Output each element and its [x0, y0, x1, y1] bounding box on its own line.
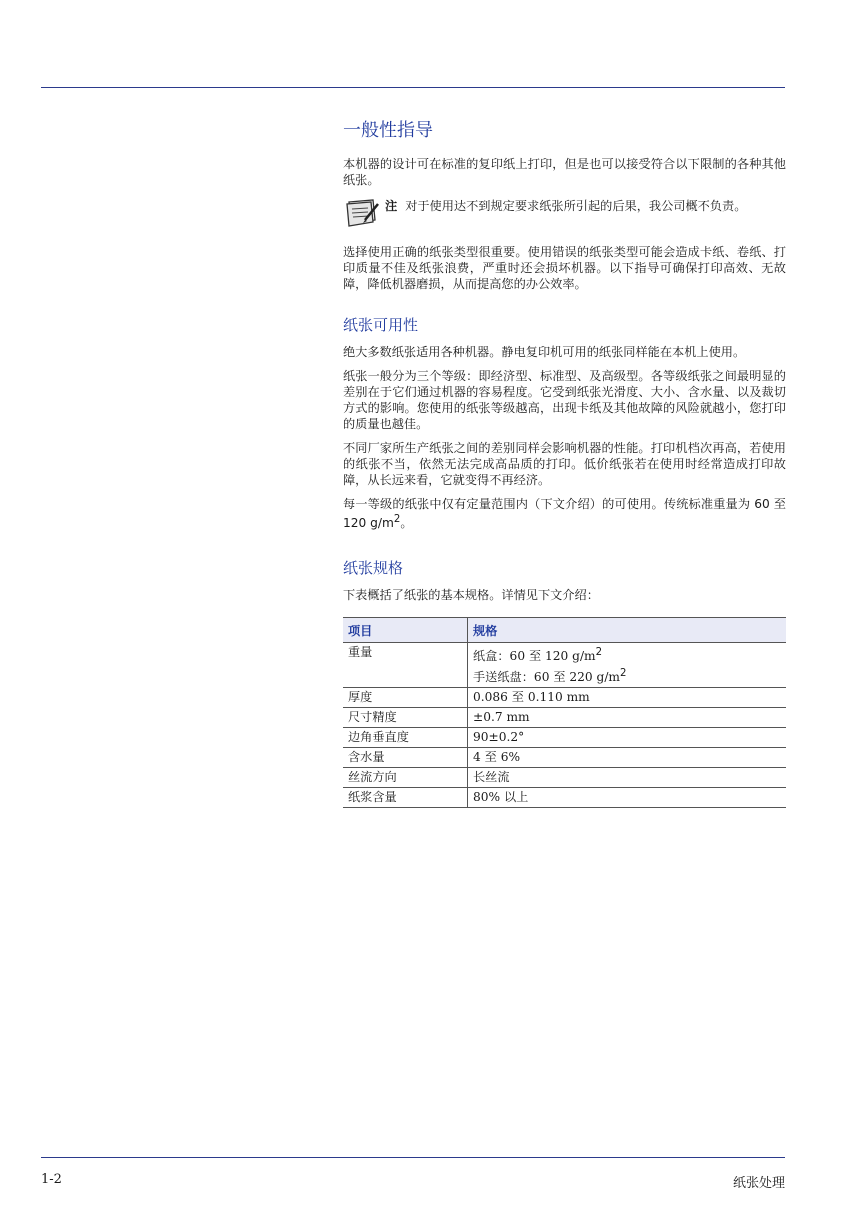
table-cell-item: 重量 [343, 643, 468, 688]
spec-line-sup: 2 [595, 647, 603, 659]
spec-line [473, 665, 781, 686]
note-pad-icon [343, 198, 381, 228]
table-row [343, 768, 786, 788]
table-row [343, 708, 786, 728]
table-cell-item: 尺寸精度 [343, 708, 468, 728]
header-rule [41, 87, 785, 88]
note-text: 对于使用达不到规定要求纸张所引起的后果，我公司概不负责。 [405, 199, 747, 213]
availability-paragraph-4 [343, 496, 786, 531]
table-cell-spec: ±0.7 mm [468, 708, 787, 728]
table-cell-item: 纸浆含量 [343, 788, 468, 808]
table-row [343, 688, 786, 708]
table-row [343, 643, 786, 688]
availability-paragraph-3: 不同厂家所生产纸张之间的差别同样会影响机器的性能。打印机档次再高，若使用的纸张不当，依然无法完成高品质的打印。低价纸张若在使用时经常造成打印故障，从长远来看，它就变得不再经济。 [343, 441, 786, 487]
table-cell-spec: 90±0.2° [468, 728, 787, 748]
weight-superscript: 2 [393, 514, 401, 525]
spec-line-text: 手送纸盘：60 至 220 g/m [473, 670, 620, 685]
table-cell-item: 含水量 [343, 748, 468, 768]
note-text-block [385, 198, 786, 214]
table-cell-item: 厚度 [343, 688, 468, 708]
table-cell-item: 丝流方向 [343, 768, 468, 788]
main-content [343, 118, 786, 808]
table-header-item: 项目 [343, 618, 468, 643]
availability-paragraph-2: 纸张一般分为三个等级：即经济型、标准型、及高级型。各等级纸张之间最明显的差别在于它们通过机器的容易程度。它受到纸张光滑度、大小、含水量、以及裁切方式的影响。您使用的纸张等级越高，出现卡纸及其他故障的风险就越小，您打印的质量也越佳。 [343, 369, 786, 431]
page-number: 1-2 [41, 1172, 62, 1187]
table-cell-spec: 0.086 至 0.110 mm [468, 688, 787, 708]
table-header-row [343, 618, 786, 643]
footer-rule [41, 1157, 785, 1158]
spec-table [343, 617, 786, 808]
spec-line [473, 644, 781, 665]
table-cell-spec: 长丝流 [468, 768, 787, 788]
general-paragraph: 选择使用正确的纸张类型很重要。使用错误的纸张类型可能会造成卡纸、卷纸、打印质量不佳及纸张浪费，严重时还会损坏机器。以下指导可确保打印高效、无故障，降低机器磨损，从而提高您的办公效率。 [343, 245, 786, 291]
note-label: 注 [385, 199, 398, 213]
chapter-title: 纸张处理 [732, 1176, 785, 1191]
section-title-availability: 纸张可用性 [343, 316, 419, 334]
table-cell-spec: 80% 以上 [468, 788, 787, 808]
table-row [343, 748, 786, 768]
availability-paragraph-1: 绝大多数纸张适用各种机器。静电复印机可用的纸张同样能在本机上使用。 [343, 345, 746, 359]
table-cell-spec: 4 至 6% [468, 748, 787, 768]
section-title-general: 一般性指导 [343, 120, 433, 141]
table-row [343, 728, 786, 748]
specifications-intro: 下表概括了纸张的基本规格。详情见下文介绍： [343, 588, 599, 603]
table-cell-item: 边角垂直度 [343, 728, 468, 748]
weight-text-end: 。 [400, 516, 413, 531]
table-row [343, 788, 786, 808]
table-header-spec: 规格 [468, 618, 787, 643]
general-intro: 本机器的设计可在标准的复印纸上打印，但是也可以接受符合以下限制的各种其他纸张。 [343, 157, 786, 187]
weight-text: 每一等级的纸张中仅有定量范围内（下文介绍）的可使用。传统标准重量为 60 至 120 g/m [343, 497, 786, 531]
table-cell-spec [468, 643, 787, 688]
note-box [343, 198, 786, 228]
spec-line-text: 纸盒：60 至 120 g/m [473, 649, 596, 664]
spec-line-sup: 2 [619, 668, 627, 680]
section-title-specifications: 纸张规格 [343, 559, 404, 578]
